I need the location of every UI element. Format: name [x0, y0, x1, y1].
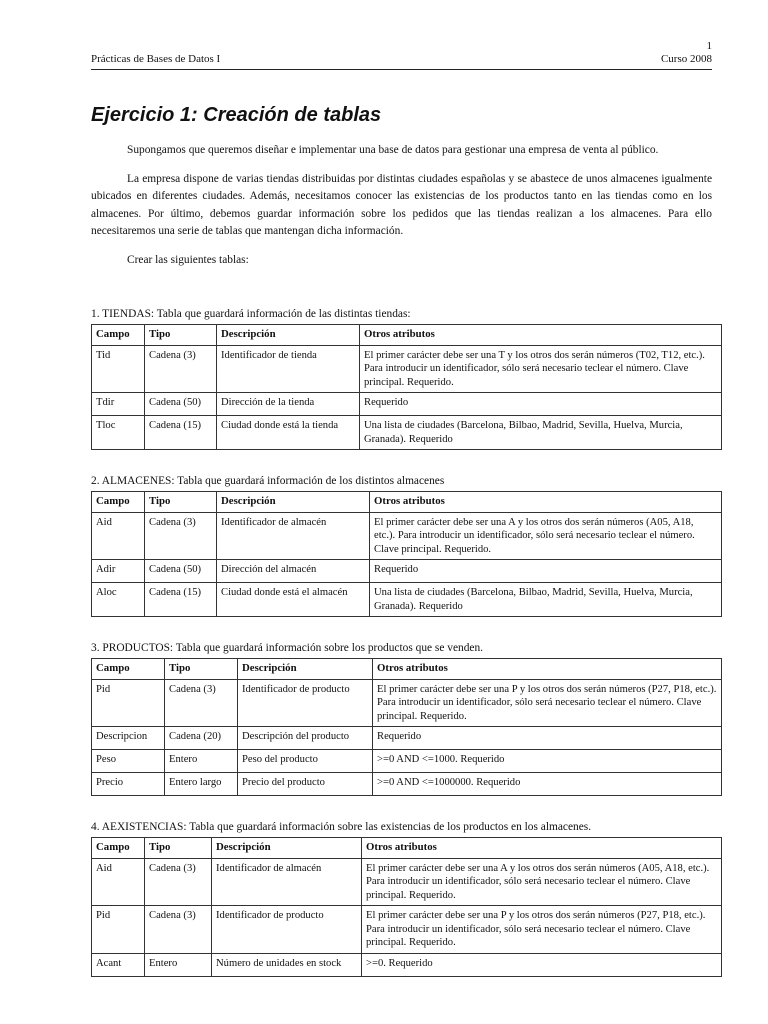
cell-otros: >=0 AND <=1000000. Requerido [373, 773, 722, 796]
column-header-descripcion: Descripción [212, 838, 362, 859]
cell-tipo: Cadena (50) [145, 560, 217, 583]
cell-campo: Aid [92, 512, 145, 560]
cell-otros: El primer carácter debe ser una T y los otros dos serán números (T02, T12, etc.). Para introducir un identificador, sólo será necesario teclear el número. Clave principal. Requerido. [360, 345, 722, 393]
cell-otros: Requerido [370, 560, 722, 583]
instruction-paragraph: Crear las siguientes tablas: [127, 253, 249, 266]
column-header-descripcion: Descripción [217, 492, 370, 513]
table-productos [91, 658, 722, 796]
cell-tipo: Cadena (3) [145, 906, 212, 954]
table-header-row [92, 838, 722, 859]
cell-tipo: Cadena (3) [165, 679, 238, 727]
cell-otros: Requerido [373, 727, 722, 750]
cell-campo: Tdir [92, 393, 145, 416]
table-row [92, 512, 722, 560]
cell-descripcion: Ciudad donde está el almacén [217, 583, 370, 617]
cell-tipo: Cadena (3) [145, 512, 217, 560]
column-header-otros: Otros atributos [370, 492, 722, 513]
cell-campo: Pid [92, 679, 165, 727]
table-row [92, 583, 722, 617]
cell-descripcion: Identificador de producto [212, 906, 362, 954]
cell-campo: Adir [92, 560, 145, 583]
table-row [92, 393, 722, 416]
column-header-tipo: Tipo [165, 659, 238, 680]
cell-otros: Una lista de ciudades (Barcelona, Bilbao, Madrid, Sevilla, Huelva, Murcia, Granada). Requerido [370, 583, 722, 617]
cell-descripcion: Ciudad donde está la tienda [217, 416, 360, 450]
cell-tipo: Cadena (15) [145, 583, 217, 617]
column-header-descripcion: Descripción [238, 659, 373, 680]
column-header-campo: Campo [92, 838, 145, 859]
table-row [92, 727, 722, 750]
table-header-row [92, 659, 722, 680]
cell-campo: Tloc [92, 416, 145, 450]
cell-otros: El primer carácter debe ser una A y los otros dos serán números (A05, A18, etc.). Para introducir un identificador, sólo será necesario teclear el número. Clave principal. Requerido. [362, 858, 722, 906]
cell-descripcion: Dirección del almacén [217, 560, 370, 583]
column-header-campo: Campo [92, 659, 165, 680]
column-header-tipo: Tipo [145, 838, 212, 859]
cell-descripcion: Precio del producto [238, 773, 373, 796]
table-row [92, 345, 722, 393]
cell-tipo: Entero [165, 750, 238, 773]
column-header-descripcion: Descripción [217, 325, 360, 346]
cell-campo: Aloc [92, 583, 145, 617]
exercise-title: Ejercicio 1: Creación de tablas [91, 104, 382, 126]
cell-otros: >=0 AND <=1000. Requerido [373, 750, 722, 773]
table-row [92, 953, 722, 976]
column-header-tipo: Tipo [145, 492, 217, 513]
cell-otros: Una lista de ciudades (Barcelona, Bilbao, Madrid, Sevilla, Huelva, Murcia, Granada). Requerido [360, 416, 722, 450]
table-header-row [92, 492, 722, 513]
table-row [92, 560, 722, 583]
column-header-tipo: Tipo [145, 325, 217, 346]
table-almacenes [91, 491, 722, 617]
cell-tipo: Cadena (15) [145, 416, 217, 450]
table-aexistencias [91, 837, 722, 977]
table-row [92, 416, 722, 450]
header-course-title: Prácticas de Bases de Datos I [91, 53, 221, 65]
cell-otros: Requerido [360, 393, 722, 416]
table-caption-aexistencias: 4. AEXISTENCIAS: Tabla que guardará información sobre las existencias de los productos en los almacenes. [91, 821, 592, 833]
table-row [92, 858, 722, 906]
cell-descripcion: Peso del producto [238, 750, 373, 773]
cell-campo: Peso [92, 750, 165, 773]
cell-descripcion: Número de unidades en stock [212, 953, 362, 976]
column-header-campo: Campo [92, 492, 145, 513]
intro-paragraph: Supongamos que queremos diseñar e implementar una base de datos para gestionar una empresa de venta al público. [127, 144, 659, 156]
column-header-otros: Otros atributos [373, 659, 722, 680]
cell-tipo: Cadena (3) [145, 858, 212, 906]
cell-campo: Pid [92, 906, 145, 954]
table-caption-almacenes: 2. ALMACENES: Tabla que guardará información de los distintos almacenes [91, 475, 445, 487]
cell-tipo: Cadena (50) [145, 393, 217, 416]
table-row [92, 679, 722, 727]
table-row [92, 906, 722, 954]
cell-tipo: Cadena (20) [165, 727, 238, 750]
cell-campo: Acant [92, 953, 145, 976]
cell-descripcion: Descripción del producto [238, 727, 373, 750]
description-paragraph: La empresa dispone de varias tiendas distribuidas por distintas ciudades españolas y se abastece de unos almacenes igualmente ubicados en diferentes ciudades. Además, necesitamos conocer las existencias de los productos tanto en las tiendas como en los almacenes. Por último, debemos guardar información sobre los pedidos que las tiendas realizan a los almacenes. Para ello necesitaremos una serie de tablas que mantengan dicha información. [91, 172, 712, 237]
table-header-row [92, 325, 722, 346]
cell-tipo: Cadena (3) [145, 345, 217, 393]
table-row [92, 773, 722, 796]
cell-tipo: Entero largo [165, 773, 238, 796]
column-header-otros: Otros atributos [362, 838, 722, 859]
cell-campo: Descripcion [92, 727, 165, 750]
page-header [91, 53, 712, 70]
cell-campo: Precio [92, 773, 165, 796]
table-caption-productos: 3. PRODUCTOS: Tabla que guardará información sobre los productos que se venden. [91, 642, 483, 654]
cell-campo: Aid [92, 858, 145, 906]
page-number: 1 [706, 40, 712, 52]
cell-otros: El primer carácter debe ser una P y los otros dos serán números (P27, P18, etc.). Para introducir un identificador, sólo será necesario teclear el número. Clave principal. Requerido. [362, 906, 722, 954]
cell-campo: Tid [92, 345, 145, 393]
table-row [92, 750, 722, 773]
cell-tipo: Entero [145, 953, 212, 976]
table-tiendas [91, 324, 722, 450]
cell-descripcion: Identificador de tienda [217, 345, 360, 393]
table-caption-tiendas: 1. TIENDAS: Tabla que guardará información de las distintas tiendas: [91, 308, 411, 320]
cell-otros: El primer carácter debe ser una P y los otros dos serán números (P27, P18, etc.). Para introducir un identificador, sólo será necesario teclear el número. Clave principal. Requerido. [373, 679, 722, 727]
cell-descripcion: Identificador de almacén [212, 858, 362, 906]
cell-descripcion: Identificador de almacén [217, 512, 370, 560]
column-header-campo: Campo [92, 325, 145, 346]
document-body [91, 142, 717, 1001]
cell-otros: >=0. Requerido [362, 953, 722, 976]
header-year: Curso 2008 [660, 53, 712, 65]
column-header-otros: Otros atributos [360, 325, 722, 346]
cell-descripcion: Identificador de producto [238, 679, 373, 727]
cell-otros: El primer carácter debe ser una A y los otros dos serán números (A05, A18, etc.). Para introducir un identificador, sólo será necesario teclear el número. Clave principal. Requerido. [370, 512, 722, 560]
cell-descripcion: Dirección de la tienda [217, 393, 360, 416]
